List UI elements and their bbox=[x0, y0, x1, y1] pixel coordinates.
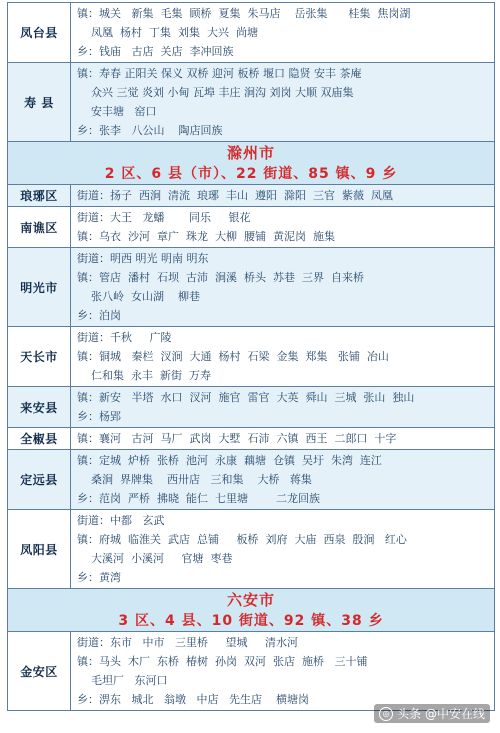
township-list bbox=[71, 3, 494, 62]
city-title: 滁州市 bbox=[226, 144, 275, 162]
division-table bbox=[7, 2, 495, 711]
county-row bbox=[8, 450, 494, 510]
township-line: 毛坦厂 东河口 bbox=[77, 674, 168, 687]
township-list bbox=[71, 327, 494, 386]
township-list bbox=[71, 248, 494, 326]
township-line: 街道：明西 明光 明南 明东 bbox=[77, 252, 209, 265]
county-row bbox=[8, 185, 494, 207]
county-row bbox=[8, 510, 494, 589]
township-line: 镇：城关 新集 毛集 顾桥 夏集 朱马店 岳张集 桂集 焦岗湖 bbox=[77, 7, 411, 20]
township-line: 乡：钱庙 古店 关店 李冲回族 bbox=[77, 45, 234, 58]
township-list bbox=[71, 428, 494, 449]
county-name: 来安县 bbox=[8, 387, 71, 427]
township-line: 乡：张李 八公山 陶店回族 bbox=[77, 124, 223, 137]
township-line: 镇：铜城 秦栏 汊涧 大通 杨村 石梁 金集 郑集 张铺 冶山 bbox=[77, 350, 389, 363]
county-row bbox=[8, 2, 494, 63]
township-line: 众兴 三觉 炎刘 小甸 瓦埠 丰庄 涧沟 刘岗 大顺 双庙集 bbox=[77, 86, 354, 99]
township-list bbox=[71, 387, 494, 427]
city-summary: 2 区、6 县（市）、22 街道、85 镇、9 乡 bbox=[104, 166, 398, 182]
township-line: 凤凰 杨村 丁集 刘集 大兴 尚塘 bbox=[77, 26, 258, 39]
county-name: 全椒县 bbox=[8, 428, 71, 449]
township-line: 镇：马头 木厂 东桥 椿树 孙岗 双河 张店 施桥 三十铺 bbox=[77, 655, 368, 668]
township-line: 街道：大王 龙蟠 同乐 银花 bbox=[77, 211, 251, 224]
city-summary: 3 区、4 县、10 街道、92 镇、38 乡 bbox=[118, 613, 384, 629]
city-banner bbox=[8, 142, 494, 185]
township-line: 镇：管店 潘村 石坝 古沛 涧溪 桥头 苏巷 三界 自来桥 bbox=[77, 271, 364, 284]
township-line: 大溪河 小溪河 官塘 枣巷 bbox=[77, 552, 233, 565]
county-row bbox=[8, 207, 494, 248]
township-list bbox=[71, 185, 494, 206]
watermark bbox=[374, 704, 490, 723]
county-name: 凤台县 bbox=[8, 3, 71, 62]
township-line: 镇：襄河 古河 马厂 武岗 大墅 石沛 六镇 西王 二郎口 十字 bbox=[77, 432, 397, 445]
city-title: 六安市 bbox=[226, 591, 275, 609]
county-row bbox=[8, 632, 494, 711]
county-name: 天长市 bbox=[8, 327, 71, 386]
county-row bbox=[8, 428, 494, 450]
township-list bbox=[71, 450, 494, 509]
township-line: 乡：范岗 严桥 拂晓 能仁 七里塘 二龙回族 bbox=[77, 492, 320, 505]
township-line: 乡：淠东 城北 翁墩 中店 先生店 横塘岗 bbox=[77, 693, 309, 706]
county-name: 寿 县 bbox=[8, 63, 71, 141]
township-line: 镇：乌衣 沙河 章广 珠龙 大柳 腰铺 黄泥岗 施集 bbox=[77, 230, 335, 243]
city-banner bbox=[8, 589, 494, 632]
township-line: 仁和集 永丰 新街 万寿 bbox=[77, 369, 211, 382]
township-line: 街道：东市 中市 三里桥 望城 清水河 bbox=[77, 636, 298, 649]
county-row bbox=[8, 387, 494, 428]
township-line: 街道：中都 玄武 bbox=[77, 514, 165, 527]
township-line: 张八岭 女山湖 柳巷 bbox=[77, 290, 200, 303]
county-name: 琅琊区 bbox=[8, 185, 71, 206]
township-line: 镇：寿春 正阳关 保义 双桥 迎河 板桥 堰口 隐贤 安丰 茶庵 bbox=[77, 67, 362, 80]
township-list bbox=[71, 207, 494, 247]
township-line: 镇：新安 半塔 水口 汊河 施官 雷官 大英 舜山 三城 张山 独山 bbox=[77, 391, 415, 404]
township-line: 镇：定城 炉桥 张桥 池河 永康 藕塘 仓镇 吴圩 朱湾 连江 bbox=[77, 454, 382, 467]
county-name: 明光市 bbox=[8, 248, 71, 326]
township-list bbox=[71, 63, 494, 141]
toutiao-icon: ◎ bbox=[379, 707, 393, 721]
county-row bbox=[8, 248, 494, 327]
township-line: 安丰塘 窑口 bbox=[77, 105, 157, 118]
county-row bbox=[8, 63, 494, 142]
county-name: 凤阳县 bbox=[8, 510, 71, 588]
township-line: 乡：杨郢 bbox=[77, 410, 121, 423]
county-name: 南谯区 bbox=[8, 207, 71, 247]
county-name: 定远县 bbox=[8, 450, 71, 509]
township-list bbox=[71, 632, 494, 710]
township-line: 街道：扬子 西涧 清流 琅琊 丰山 遵阳 滁阳 三官 紫薇 凤凰 bbox=[77, 189, 393, 202]
county-row bbox=[8, 327, 494, 387]
township-line: 桑涧 界牌集 西卅店 三和集 大桥 蒋集 bbox=[77, 473, 312, 486]
township-list bbox=[71, 510, 494, 588]
watermark-text: 头条 @中安在线 bbox=[397, 707, 485, 721]
county-name: 金安区 bbox=[8, 632, 71, 710]
township-line: 镇：府城 临淮关 武店 总铺 板桥 刘府 大庙 西泉 殷涧 红心 bbox=[77, 533, 407, 546]
township-line: 乡：泊岗 bbox=[77, 309, 121, 322]
township-line: 乡：黄湾 bbox=[77, 571, 121, 584]
township-line: 街道：千秋 广陵 bbox=[77, 331, 172, 344]
